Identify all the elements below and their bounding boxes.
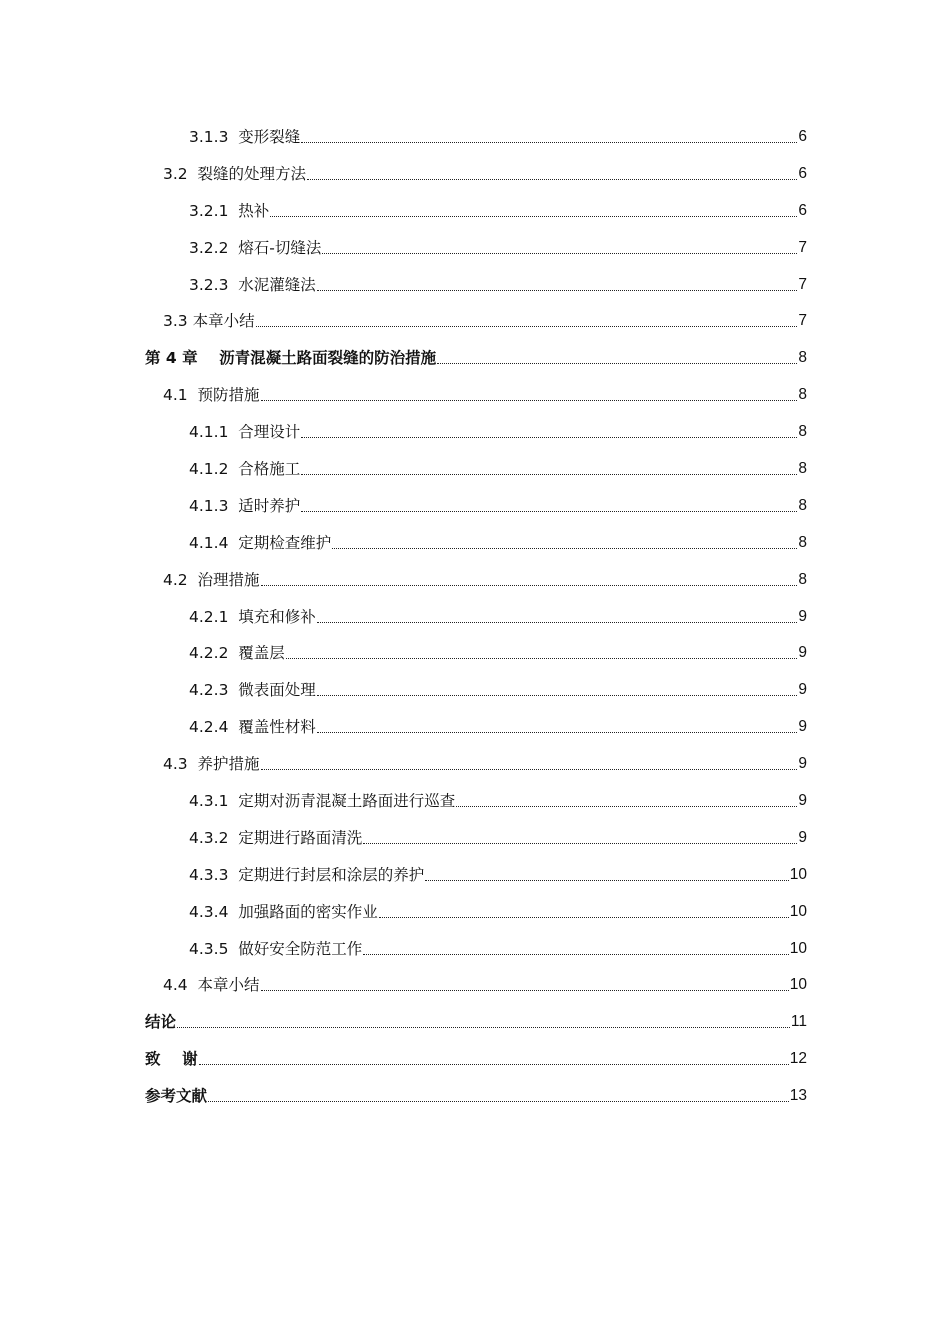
toc-entry-line bbox=[189, 790, 807, 812]
toc-entry-title: 4.4 本章小结 bbox=[163, 976, 260, 995]
toc-entry-line bbox=[163, 974, 807, 996]
toc-dot-leader bbox=[379, 917, 789, 918]
toc-page-number: 10 bbox=[789, 976, 807, 994]
toc-page-number: 8 bbox=[798, 570, 807, 588]
toc-entry[interactable] bbox=[0, 229, 950, 266]
toc-entry-line bbox=[145, 347, 807, 369]
toc-entry-title: 参考文献 bbox=[145, 1087, 208, 1106]
toc-entry-title: 3.2 裂缝的处理方法 bbox=[163, 164, 307, 183]
toc-entry-title: 4.1.3 适时养护 bbox=[189, 496, 301, 515]
toc-page-number: 6 bbox=[798, 201, 807, 219]
toc-entry[interactable] bbox=[0, 118, 950, 155]
toc-entry-line bbox=[163, 753, 807, 775]
toc-page-number: 6 bbox=[798, 164, 807, 182]
toc-page-number: 6 bbox=[798, 128, 807, 145]
toc-page-number: 11 bbox=[790, 1013, 807, 1031]
toc-dot-leader bbox=[456, 806, 797, 807]
toc-entry-line bbox=[189, 716, 807, 738]
toc-entry[interactable] bbox=[0, 819, 950, 856]
toc-page-number: 9 bbox=[798, 828, 807, 846]
toc-dot-leader bbox=[261, 585, 798, 586]
toc-dot-leader bbox=[199, 1064, 789, 1065]
toc-entry-title: 4.1.1 合理设计 bbox=[189, 423, 301, 442]
toc-entry-title: 4.3.2 定期进行路面清洗 bbox=[189, 828, 363, 847]
toc-entry-line bbox=[189, 237, 807, 259]
toc-entry-line bbox=[145, 1011, 807, 1033]
table-of-contents bbox=[0, 118, 950, 1114]
toc-entry-title: 4.2.1 填充和修补 bbox=[189, 607, 316, 626]
toc-entry-title: 3.2.2 熔石-切缝法 bbox=[189, 238, 322, 257]
toc-entry[interactable] bbox=[0, 450, 950, 487]
toc-entry-line bbox=[189, 126, 807, 148]
toc-entry-line bbox=[189, 458, 807, 480]
toc-entry[interactable] bbox=[0, 671, 950, 708]
toc-entry[interactable] bbox=[0, 302, 950, 339]
toc-entry-line bbox=[189, 938, 807, 960]
toc-page-number: 8 bbox=[798, 386, 807, 404]
toc-entry[interactable] bbox=[0, 376, 950, 413]
toc-entry-title: 致 谢 bbox=[145, 1050, 198, 1069]
toc-entry[interactable] bbox=[0, 561, 950, 598]
toc-page-number: 8 bbox=[798, 423, 807, 441]
toc-entry[interactable] bbox=[0, 745, 950, 782]
toc-entry-line bbox=[145, 1085, 807, 1107]
toc-dot-leader bbox=[437, 363, 797, 364]
toc-page-number: 10 bbox=[789, 939, 807, 957]
toc-page-number: 9 bbox=[798, 644, 807, 662]
toc-entry-title: 3.2.1 热补 bbox=[189, 201, 270, 220]
toc-entry[interactable] bbox=[0, 155, 950, 192]
toc-dot-leader bbox=[425, 880, 788, 881]
toc-entry-title: 4.1.4 定期检查维护 bbox=[189, 533, 332, 552]
toc-dot-leader bbox=[286, 658, 798, 659]
toc-entry-line bbox=[145, 1048, 807, 1070]
toc-dot-leader bbox=[301, 437, 797, 438]
toc-page-number: 9 bbox=[798, 681, 807, 699]
toc-page-number: 7 bbox=[798, 312, 807, 330]
toc-dot-leader bbox=[301, 511, 797, 512]
toc-entry[interactable] bbox=[0, 339, 950, 376]
toc-entry[interactable] bbox=[0, 598, 950, 635]
toc-dot-leader bbox=[317, 695, 798, 696]
toc-entry[interactable] bbox=[0, 634, 950, 671]
toc-entry-title: 4.2.4 覆盖性材料 bbox=[189, 718, 316, 737]
toc-entry-line bbox=[189, 901, 807, 923]
toc-page-number: 8 bbox=[798, 349, 807, 367]
toc-entry[interactable] bbox=[0, 1040, 950, 1077]
toc-page-number: 8 bbox=[798, 460, 807, 478]
toc-dot-leader bbox=[322, 253, 797, 254]
toc-page-number: 10 bbox=[789, 902, 807, 920]
toc-entry-title: 3.3 本章小结 bbox=[163, 312, 255, 331]
toc-dot-leader bbox=[208, 1101, 789, 1102]
toc-entry-title: 4.3.3 定期进行封层和涂层的养护 bbox=[189, 865, 425, 884]
toc-page-number: 8 bbox=[798, 533, 807, 551]
toc-entry-line bbox=[189, 495, 807, 517]
toc-entry-line bbox=[163, 384, 807, 406]
toc-page-number: 13 bbox=[789, 1087, 807, 1105]
toc-entry-title: 4.3.1 定期对沥青混凝土路面进行巡查 bbox=[189, 792, 456, 811]
toc-entry-line bbox=[189, 532, 807, 554]
toc-entry[interactable] bbox=[0, 192, 950, 229]
toc-entry-title: 结论 bbox=[145, 1013, 177, 1032]
toc-dot-leader bbox=[317, 622, 798, 623]
toc-entry[interactable] bbox=[0, 1003, 950, 1040]
toc-page-number: 7 bbox=[798, 275, 807, 293]
toc-page-number: 8 bbox=[798, 496, 807, 514]
toc-dot-leader bbox=[261, 990, 789, 991]
toc-entry-title: 4.1 预防措施 bbox=[163, 386, 260, 405]
toc-entry-line bbox=[163, 569, 807, 591]
toc-entry-line bbox=[189, 827, 807, 849]
toc-entry-title: 4.3 养护措施 bbox=[163, 755, 260, 774]
toc-entry-line bbox=[189, 642, 807, 664]
toc-entry-line bbox=[189, 421, 807, 443]
toc-dot-leader bbox=[261, 769, 798, 770]
toc-entry-line bbox=[189, 864, 807, 886]
toc-entry-line bbox=[189, 679, 807, 701]
toc-dot-leader bbox=[307, 179, 797, 180]
toc-entry-title: 4.2.3 微表面处理 bbox=[189, 681, 316, 700]
toc-entry-title: 第 4 章 沥青混凝土路面裂缝的防治措施 bbox=[145, 349, 437, 368]
toc-entry-title: 4.2 治理措施 bbox=[163, 570, 260, 589]
toc-page-number: 9 bbox=[798, 792, 807, 810]
toc-entry[interactable] bbox=[0, 782, 950, 819]
toc-entry-title: 3.2.3 水泥灌缝法 bbox=[189, 275, 316, 294]
toc-entry-line bbox=[189, 274, 807, 296]
toc-dot-leader bbox=[317, 290, 798, 291]
toc-page-number: 10 bbox=[789, 865, 807, 883]
toc-entry[interactable] bbox=[0, 487, 950, 524]
toc-page-number: 9 bbox=[798, 607, 807, 625]
toc-dot-leader bbox=[317, 732, 798, 733]
toc-page-number: 12 bbox=[789, 1050, 807, 1068]
toc-dot-leader bbox=[301, 474, 797, 475]
toc-entry-title: 3.1.3 变形裂缝 bbox=[189, 128, 301, 146]
toc-entry-line bbox=[189, 606, 807, 628]
toc-entry-line bbox=[163, 163, 807, 185]
toc-entry-line bbox=[189, 200, 807, 222]
toc-entry[interactable] bbox=[0, 930, 950, 967]
toc-entry[interactable] bbox=[0, 966, 950, 1003]
toc-entry[interactable] bbox=[0, 856, 950, 893]
toc-dot-leader bbox=[256, 326, 798, 327]
toc-page-number: 7 bbox=[798, 238, 807, 256]
toc-entry[interactable] bbox=[0, 1077, 950, 1114]
toc-dot-leader bbox=[301, 142, 797, 143]
toc-entry-line bbox=[163, 310, 807, 332]
toc-dot-leader bbox=[363, 843, 797, 844]
toc-entry[interactable] bbox=[0, 413, 950, 450]
toc-entry-title: 4.3.4 加强路面的密实作业 bbox=[189, 902, 378, 921]
toc-entry[interactable] bbox=[0, 524, 950, 561]
toc-dot-leader bbox=[261, 400, 798, 401]
toc-entry-title: 4.1.2 合格施工 bbox=[189, 460, 301, 479]
toc-page-number: 9 bbox=[798, 718, 807, 736]
toc-dot-leader bbox=[363, 954, 788, 955]
toc-entry[interactable] bbox=[0, 893, 950, 930]
toc-page-number: 9 bbox=[798, 755, 807, 773]
toc-entry-title: 4.3.5 做好安全防范工作 bbox=[189, 939, 363, 958]
toc-entry[interactable] bbox=[0, 266, 950, 303]
toc-dot-leader bbox=[270, 216, 797, 217]
toc-entry-title: 4.2.2 覆盖层 bbox=[189, 644, 285, 663]
toc-dot-leader bbox=[332, 548, 797, 549]
toc-dot-leader bbox=[177, 1027, 790, 1028]
toc-entry[interactable] bbox=[0, 708, 950, 745]
